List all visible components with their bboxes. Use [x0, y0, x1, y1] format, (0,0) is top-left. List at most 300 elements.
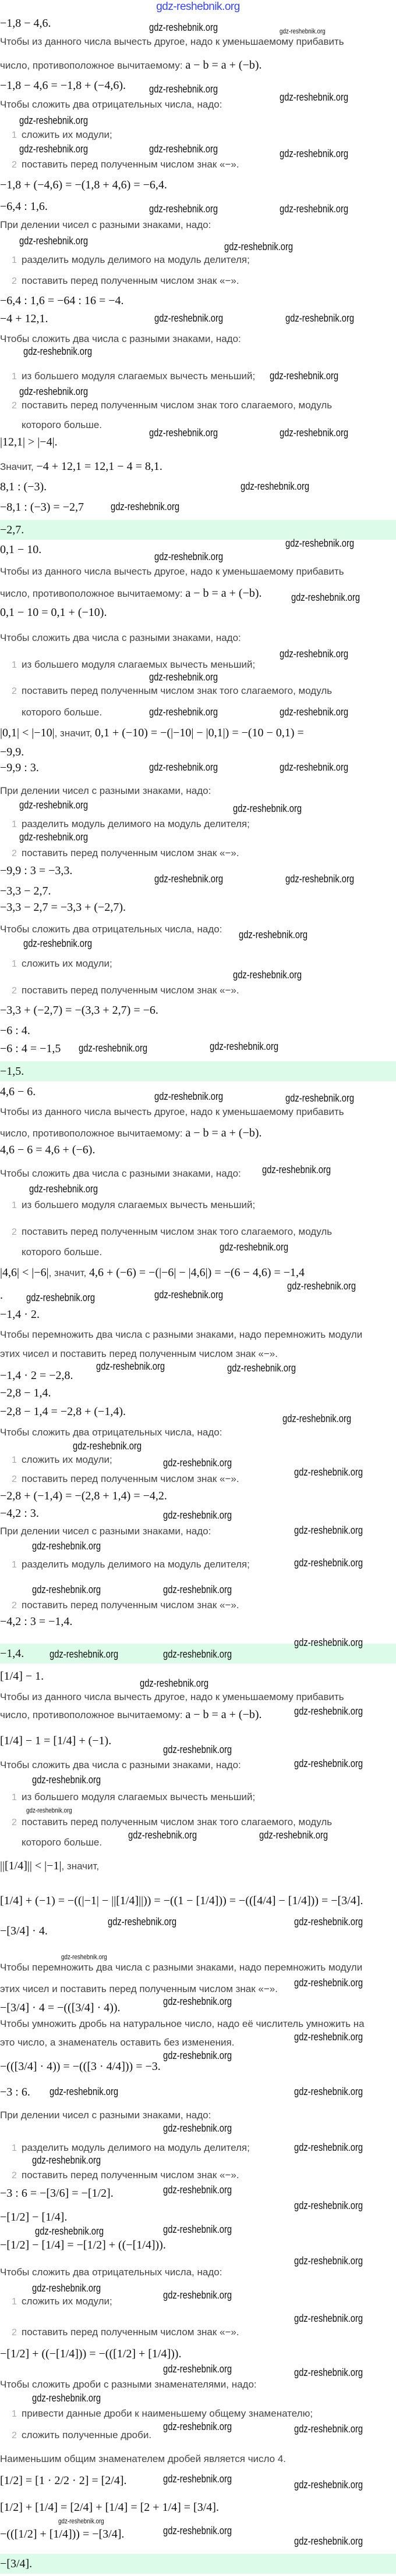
math-expression: −(([1/2] + [1/4])) = −[3/4]. [0, 2528, 125, 2541]
math-line [0, 199, 48, 213]
watermark-text: gdz-reshebnik.org [50, 2086, 119, 2098]
watermark-text: gdz-reshebnik.org [163, 2050, 232, 2062]
step-number: 1 [12, 660, 17, 670]
step-text: поставить перед полученным числом знак «−». [22, 1599, 239, 1611]
math-expression: −6 : 4 = −1,5 [0, 1042, 61, 1055]
step-number: 2 [12, 2327, 17, 2338]
step-number: 2 [12, 276, 17, 286]
math-line [0, 2186, 114, 2200]
rule-step [12, 370, 255, 382]
math-line [0, 605, 107, 619]
math-line [0, 178, 167, 192]
math-expression: −6,4 : 1,6. [0, 200, 48, 213]
answer-line [0, 1647, 24, 1661]
watermark-text: gdz-reshebnik.org [19, 235, 89, 247]
rule-step [12, 818, 250, 830]
math-expression: −[1/2] − [1/4] = −[1/2] + ((−[1/4])). [0, 2239, 166, 2251]
math-line [0, 1369, 73, 1383]
rule-step [12, 2408, 313, 2420]
step-number: 2 [12, 400, 17, 411]
site-watermark-header: gdz-reshebnik.org [156, 1, 240, 13]
rule-step [12, 685, 332, 697]
watermark-text: gdz-reshebnik.org [287, 1280, 356, 1292]
math-expression: −[1/2] + ((−[1/4])) = −(([1/2] + [1/4])). [0, 2347, 182, 2360]
math-line [0, 2210, 67, 2224]
step-number: 2 [12, 848, 17, 858]
watermark-text: gdz-reshebnik.org [163, 1457, 232, 1469]
step-text: поставить перед полученным числом знак того слагаемого, модуль [22, 685, 333, 696]
comparison-line [0, 1266, 305, 1280]
watermark-text: gdz-reshebnik.org [149, 427, 218, 439]
rule-text: При делении чисел с разными знаками, надо: [0, 2109, 211, 2121]
answer-value: −[3/4]. [0, 2557, 33, 2570]
step-number: 1 [12, 819, 17, 829]
rule-step [12, 275, 239, 287]
watermark-text: gdz-reshebnik.org [227, 1362, 296, 1374]
math-expression: [1/4] + (−1) = −((|−1| − ||[1/4]||)) = −((1 − [1/4])) = −(([4/4] − [1/4])) = −[3/4]. [0, 1894, 363, 1907]
watermark-text: gdz-reshebnik.org [58, 2517, 104, 2525]
watermark-text: gdz-reshebnik.org [163, 1584, 232, 1596]
watermark-text: gdz-reshebnik.org [262, 1164, 331, 1176]
math-line [0, 2500, 219, 2514]
math-line [0, 761, 39, 775]
rule-text: число, противоположное вычитаемому: [0, 588, 186, 599]
rule-text: Чтобы сложить два отрицательных числа, надо: [0, 923, 222, 935]
watermark-text: gdz-reshebnik.org [50, 1648, 119, 1661]
math-expression: [1/2] = [1 · 2/2 · 2] = [2/4]. [0, 2474, 127, 2487]
watermark-text: gdz-reshebnik.org [294, 2255, 363, 2267]
rule-text: число, противоположное вычитаемому: [0, 1128, 186, 1139]
watermark-text: gdz-reshebnik.org [23, 345, 93, 358]
math-line [0, 1288, 3, 1302]
rule-text: Чтобы сложить два отрицательных числа, надо: [0, 1426, 222, 1438]
watermark-text: gdz-reshebnik.org [163, 2473, 232, 2485]
rule-step [12, 1473, 239, 1485]
watermark-text: gdz-reshebnik.org [291, 592, 360, 604]
watermark-text: gdz-reshebnik.org [280, 91, 349, 104]
step-number: 2 [12, 1474, 17, 1484]
math-expression: 4,6 − 6 = 4,6 + (−6). [0, 1143, 96, 1156]
answer-value: −1,4. [0, 1647, 24, 1660]
connector-text: , значит, [48, 1267, 89, 1278]
watermark-text: gdz-reshebnik.org [285, 1092, 355, 1104]
watermark-text: gdz-reshebnik.org [163, 2224, 232, 2236]
math-line [0, 16, 51, 30]
formula: a − b = a + (−b). [185, 1708, 262, 1721]
math-expression: 0,1 − 10 = 0,1 + (−10). [0, 606, 107, 619]
step-number: 1 [12, 255, 17, 265]
watermark-text: gdz-reshebnik.org [163, 1648, 232, 1661]
watermark-text: gdz-reshebnik.org [29, 1183, 98, 1195]
step-text: поставить перед полученным числом знак «−». [22, 847, 239, 858]
rule-step [12, 2169, 239, 2181]
rule-step [12, 1559, 250, 1570]
watermark-text: gdz-reshebnik.org [149, 761, 218, 774]
watermark-text: gdz-reshebnik.org [282, 1413, 352, 1425]
watermark-text: gdz-reshebnik.org [294, 1916, 363, 1928]
math-expression: −9,9 : 3 = −3,3. [0, 864, 73, 877]
comparison: ||[1/4]|| < |−1| [0, 1859, 62, 1872]
math-line [0, 884, 51, 898]
watermark-text: gdz-reshebnik.org [19, 386, 89, 398]
math-line [0, 79, 126, 92]
watermark-text: gdz-reshebnik.org [61, 1953, 107, 1961]
math-expression: −4,2 : 3. [0, 1507, 39, 1520]
watermark-text: gdz-reshebnik.org [163, 2421, 232, 2433]
step-number: 2 [12, 1817, 17, 1827]
rule-step [12, 1791, 255, 1803]
step-text: сложить их модули; [22, 2295, 112, 2307]
answer-highlight [0, 1061, 396, 1081]
watermark-text: gdz-reshebnik.org [154, 1091, 224, 1103]
math-line [0, 1489, 167, 1503]
watermark-text: gdz-reshebnik.org [32, 2282, 101, 2294]
rule-text: это число, а знаменатель оставить без изменения. [0, 2036, 235, 2048]
watermark-text: gdz-reshebnik.org [280, 148, 349, 160]
rule-step [12, 958, 112, 970]
step-number: 1 [12, 959, 17, 969]
rule-line-with-formula [0, 1708, 262, 1722]
rule-step [12, 847, 239, 859]
rule-text: Чтобы из данного числа вычесть другое, надо к уменьшаемому прибавить [0, 1106, 344, 1117]
connector-text: , значит, [61, 1861, 100, 1872]
math-line [0, 543, 41, 557]
step-number: 1 [12, 2296, 17, 2307]
watermark-text: gdz-reshebnik.org [294, 2086, 363, 2098]
watermark-text: gdz-reshebnik.org [32, 2392, 101, 2404]
rule-text: Чтобы из данного числа вычесть другое, надо к уменьшаемому прибавить [0, 35, 344, 47]
step-number: 1 [12, 1559, 17, 1570]
math-line [0, 745, 24, 759]
watermark-text: gdz-reshebnik.org [220, 1241, 289, 1253]
math-expression: −9,9. [0, 746, 24, 758]
calculation: 0,1 + (−10) = −(|−10| − |0,1|) = −(10 − 0,1) = [95, 726, 304, 739]
watermark-text: gdz-reshebnik.org [163, 1744, 232, 1756]
math-line [0, 1924, 48, 1938]
comparison-line [0, 1859, 99, 1873]
step-number: 1 [12, 1200, 17, 1210]
rule-step [12, 2326, 239, 2338]
math-line [0, 1024, 30, 1038]
math-expression: [1/4] − 1 = [1/4] + (−1). [0, 1734, 112, 1747]
rule-text: число, противоположное вычитаемому: [0, 1709, 186, 1720]
math-line [0, 1085, 36, 1099]
watermark-text: gdz-reshebnik.org [163, 2525, 232, 2537]
watermark-text: gdz-reshebnik.org [294, 2535, 363, 2548]
step-number: 2 [12, 686, 17, 696]
math-line [0, 2060, 161, 2073]
step-text: поставить перед полученным числом знак «−». [22, 2169, 239, 2180]
math-line [0, 294, 124, 308]
step-text: сложить их модули; [22, 129, 112, 140]
math-expression: −2,8 − 1,4. [0, 1387, 51, 1399]
math-line [0, 1042, 61, 1056]
step-text: разделить модуль делимого на модуль делителя; [22, 818, 250, 829]
math-line [0, 2527, 124, 2541]
rule-step [12, 2296, 112, 2307]
rule-step [12, 1226, 332, 1238]
step-text: привести данные дроби к наименьшему общему знаменателю; [22, 2407, 313, 2419]
step-number: 2 [12, 159, 17, 170]
watermark-text: gdz-reshebnik.org [149, 203, 218, 215]
math-expression: −4 + 12,1. [0, 312, 48, 325]
step-text: разделить модуль делимого на модуль делителя; [22, 254, 250, 265]
math-expression: −3,3 + (−2,7) = −(3,3 + 2,7) = −6. [0, 1004, 158, 1017]
step-number: 1 [12, 1792, 17, 1802]
rule-line-with-formula [0, 459, 162, 473]
watermark-text: gdz-reshebnik.org [294, 1705, 363, 1718]
math-expression: −[3/4] · 4 = −(([3/4] · 4)). [0, 2001, 121, 2014]
step-text: поставить перед полученным числом знак «−». [22, 275, 239, 286]
watermark-text: gdz-reshebnik.org [32, 1584, 101, 1596]
rule-text: Чтобы сложить два отрицательных числа, надо: [0, 2266, 222, 2278]
watermark-text: gdz-reshebnik.org [294, 1637, 363, 1649]
math-line [0, 312, 48, 326]
watermark-text: gdz-reshebnik.org [32, 1774, 101, 1786]
math-expression: −1,8 − 4,6 = −1,8 + (−4,6). [0, 79, 126, 92]
math-line [0, 500, 84, 514]
formula: a − b = a + (−b). [185, 59, 262, 72]
watermark-text: gdz-reshebnik.org [294, 1977, 363, 1989]
rule-line-with-formula [0, 586, 262, 600]
rule-step-continuation: которого больше. [22, 1836, 102, 1848]
step-number: 2 [12, 985, 17, 996]
rule-text: Чтобы перемножить два числа с разными знаками, надо перемножить модули [0, 1961, 363, 1973]
watermark-text: gdz-reshebnik.org [280, 648, 349, 660]
watermark-text: gdz-reshebnik.org [285, 873, 355, 885]
rule-text: При делении чисел с разными знаками, надо: [0, 1525, 211, 1537]
rule-step [12, 1816, 332, 1828]
step-text: поставить перед полученным числом знак того слагаемого, модуль [22, 399, 333, 411]
math-expression: −1,4 · 2 = −2,8. [0, 1369, 73, 1382]
watermark-text: gdz-reshebnik.org [294, 2479, 363, 2491]
step-number: 1 [12, 1455, 17, 1465]
math-expression: −3,3 − 2,7. [0, 885, 51, 897]
math-expression: [1/4] − 1. [0, 1670, 44, 1683]
watermark-text: gdz-reshebnik.org [79, 1042, 148, 1054]
math-expression: 0,1 − 10. [0, 543, 42, 556]
watermark-text: gdz-reshebnik.org [149, 671, 218, 683]
watermark-text: gdz-reshebnik.org [163, 1509, 232, 1522]
comparison: |0,1| < |−10| [0, 726, 55, 739]
math-line [0, 1669, 44, 1683]
step-text: поставить перед полученным числом знак «−». [22, 1473, 239, 1484]
watermark-text: gdz-reshebnik.org [163, 2363, 232, 2375]
rule-step [12, 1199, 255, 1211]
step-number: 2 [12, 2170, 17, 2180]
watermark-text: gdz-reshebnik.org [163, 2289, 232, 2301]
step-text: сложить полученные дроби. [22, 2429, 152, 2440]
watermark-text: gdz-reshebnik.org [154, 551, 224, 563]
answer-value: −1,5. [0, 1065, 24, 1078]
math-line [0, 900, 126, 914]
rule-text: этих чисел и поставить перед полученным числом знак «−». [0, 1983, 278, 1994]
watermark-text: gdz-reshebnik.org [140, 1677, 209, 1690]
step-text: сложить их модули; [22, 957, 112, 969]
connector-text: , значит, [54, 728, 95, 739]
rule-text: Чтобы сложить два числа с разными знаками, надо: [0, 1167, 241, 1179]
watermark-text: gdz-reshebnik.org [233, 803, 302, 815]
watermark-text: gdz-reshebnik.org [294, 2423, 363, 2435]
formula: a − b = a + (−b). [185, 1127, 262, 1139]
watermark-text: gdz-reshebnik.org [73, 1440, 142, 1452]
rule-text: Чтобы сложить дроби с разными знаменателями, надо: [0, 2378, 257, 2390]
step-text: разделить модуль делимого на модуль делителя; [22, 2142, 250, 2153]
rule-step [12, 129, 112, 141]
math-line [0, 1894, 363, 1908]
answer-line [0, 2557, 32, 2571]
rule-step [12, 400, 332, 411]
watermark-text: gdz-reshebnik.org [294, 2367, 363, 2379]
step-text: из большего модуля слагаемых вычесть меньший; [22, 1791, 256, 1802]
watermark-text: gdz-reshebnik.org [285, 537, 355, 550]
step-text: из большего модуля слагаемых вычесть меньший; [22, 370, 256, 382]
math-expression: −(([3/4] · 4)) = −(([3 · 4/4])) = −3. [0, 2060, 161, 2073]
watermark-text: gdz-reshebnik.org [19, 831, 89, 843]
rule-text: Чтобы умножить дробь на натуральное число, надо её числитель умножить на [0, 2018, 365, 2029]
step-text: из большего модуля слагаемых вычесть меньший; [22, 658, 256, 670]
watermark-text: gdz-reshebnik.org [26, 1292, 96, 1304]
math-expression: −2,8 − 1,4 = −2,8 + (−1,4). [0, 1405, 126, 1418]
math-line [0, 2347, 181, 2361]
watermark-text: gdz-reshebnik.org [163, 1996, 232, 2008]
watermark-text: gdz-reshebnik.org [280, 203, 349, 215]
rule-text: Чтобы из данного числа вычесть другое, надо к уменьшаемому прибавить [0, 565, 344, 577]
rule-text: этих чисел и поставить перед полученным числом знак «−». [0, 1348, 278, 1359]
rule-step [12, 1599, 239, 1611]
watermark-text: gdz-reshebnik.org [149, 83, 218, 95]
watermark-text: gdz-reshebnik.org [19, 115, 89, 127]
watermark-text: gdz-reshebnik.org [280, 427, 349, 439]
step-number: 1 [12, 371, 17, 382]
math-line [0, 2474, 127, 2488]
step-number: 1 [12, 2408, 17, 2419]
math-expression: |12,1| > |−4|. [0, 436, 58, 448]
rule-step [12, 254, 250, 266]
math-line [0, 2238, 166, 2252]
comparison: |4,6| < |−6| [0, 1266, 49, 1279]
rule-step [12, 1454, 112, 1466]
watermark-text: gdz-reshebnik.org [280, 706, 349, 718]
math-expression: −4,2 : 3 = −1,4. [0, 1615, 73, 1628]
math-line [0, 1003, 158, 1017]
math-line [0, 864, 72, 878]
rule-text: Чтобы сложить два числа с разными знаками, надо: [0, 1759, 241, 1770]
math-expression: −8,1 : (−3) = −2,7 [0, 501, 84, 514]
watermark-text: gdz-reshebnik.org [26, 1806, 72, 1815]
math-expression: −1,8 + (−4,6) = −(1,8 + 4,6) = −6,4. [0, 179, 167, 191]
rule-text: Чтобы сложить два числа с разными знаками, надо: [0, 632, 241, 643]
rule-line-with-formula [0, 58, 262, 72]
watermark-text: gdz-reshebnik.org [149, 706, 218, 718]
rule-step [12, 2429, 151, 2441]
answer-highlight [0, 2554, 396, 2574]
rule-step [12, 159, 239, 170]
rule-step [12, 2142, 250, 2154]
formula: −4 + 12,1 = 12,1 − 4 = 8,1. [36, 460, 162, 473]
math-expression: −3 : 6 = −[3/6] = −[1/2]. [0, 2187, 114, 2200]
rule-text: Чтобы из данного числа вычесть другое, надо к уменьшаемому прибавить [0, 1691, 344, 1702]
math-line [0, 2001, 121, 2015]
step-text: поставить перед полученным числом знак «−». [22, 2326, 239, 2338]
watermark-text: gdz-reshebnik.org [23, 938, 93, 950]
math-line [0, 1307, 40, 1321]
math-line [0, 435, 58, 449]
step-text: поставить перед полученным числом знак того слагаемого, модуль [22, 1225, 333, 1237]
watermark-text: gdz-reshebnik.org [154, 1289, 224, 1301]
watermark-text: gdz-reshebnik.org [154, 873, 224, 885]
rule-step [12, 659, 255, 671]
math-line [0, 2085, 30, 2099]
math-expression: . [0, 1289, 3, 1302]
watermark-text: gdz-reshebnik.org [294, 2031, 363, 2043]
step-number: 1 [12, 130, 17, 140]
step-text: сложить их модули; [22, 1453, 112, 1465]
watermark-text: gdz-reshebnik.org [111, 501, 180, 513]
math-expression: [1/2] + [1/4] = [2/4] + [1/4] = [2 + 1/4] = [3/4]. [0, 2501, 219, 2514]
math-expression: −9,9 : 3. [0, 761, 39, 774]
watermark-text: gdz-reshebnik.org [285, 312, 355, 325]
rule-step [12, 985, 239, 996]
watermark-text: gdz-reshebnik.org [108, 1916, 177, 1928]
watermark-text: gdz-reshebnik.org [149, 143, 218, 155]
rule-text: Значит, [0, 461, 37, 472]
watermark-text: gdz-reshebnik.org [294, 1758, 363, 1770]
answer-line [0, 1064, 24, 1078]
calculation: 4,6 + (−6) = −(|−6| − |4,6|) = −(6 − 4,6) = −1,4 [89, 1266, 305, 1279]
watermark-text: gdz-reshebnik.org [224, 241, 294, 253]
rule-text: При делении чисел с разными знаками, надо: [0, 785, 211, 796]
watermark-text: gdz-reshebnik.org [259, 1829, 328, 1841]
math-line [0, 480, 47, 494]
step-text: из большего модуля слагаемых вычесть меньший; [22, 1199, 256, 1210]
watermark-text: gdz-reshebnik.org [280, 761, 349, 774]
watermark-text: gdz-reshebnik.org [96, 1360, 165, 1373]
watermark-text: gdz-reshebnik.org [294, 1466, 363, 1478]
math-expression: −3,3 − 2,7 = −3,3 + (−2,7). [0, 901, 126, 914]
math-line [0, 1615, 72, 1629]
math-expression: 8,1 : (−3). [0, 480, 47, 493]
watermark-text: gdz-reshebnik.org [19, 143, 89, 155]
math-line [0, 1143, 95, 1157]
formula: a − b = a + (−b). [185, 587, 262, 600]
watermark-text: gdz-reshebnik.org [163, 2184, 232, 2196]
math-line [0, 1405, 126, 1419]
step-number: 2 [12, 2430, 17, 2440]
math-expression: −[1/2] − [1/4]. [0, 2211, 68, 2224]
watermark-text: gdz-reshebnik.org [163, 2122, 232, 2135]
math-expression: 4,6 − 6. [0, 1085, 36, 1098]
watermark-text: gdz-reshebnik.org [210, 1041, 279, 1053]
watermark-text: gdz-reshebnik.org [280, 27, 326, 35]
watermark-text: gdz-reshebnik.org [294, 2142, 363, 2154]
step-text: разделить модуль делимого на модуль делителя; [22, 1558, 250, 1570]
watermark-text: gdz-reshebnik.org [294, 1557, 363, 1569]
math-line [0, 1386, 51, 1400]
answer-value: −2,7. [0, 523, 24, 536]
math-expression: −3 : 6. [0, 2086, 30, 2098]
step-text: поставить перед полученным числом знак того слагаемого, модуль [22, 1816, 333, 1827]
rule-step-continuation: которого больше. [22, 419, 102, 430]
step-text: поставить перед полученным числом знак «−». [22, 158, 239, 170]
watermark-text: gdz-reshebnik.org [154, 312, 224, 325]
watermark-text: gdz-reshebnik.org [32, 1540, 101, 1552]
watermark-text: gdz-reshebnik.org [241, 480, 310, 493]
rule-text: Наименьшим общим знаменателем дробей является число 4. [0, 2453, 287, 2464]
watermark-text: gdz-reshebnik.org [294, 1524, 363, 1537]
step-number: 2 [12, 1227, 17, 1237]
math-line [0, 1734, 111, 1748]
